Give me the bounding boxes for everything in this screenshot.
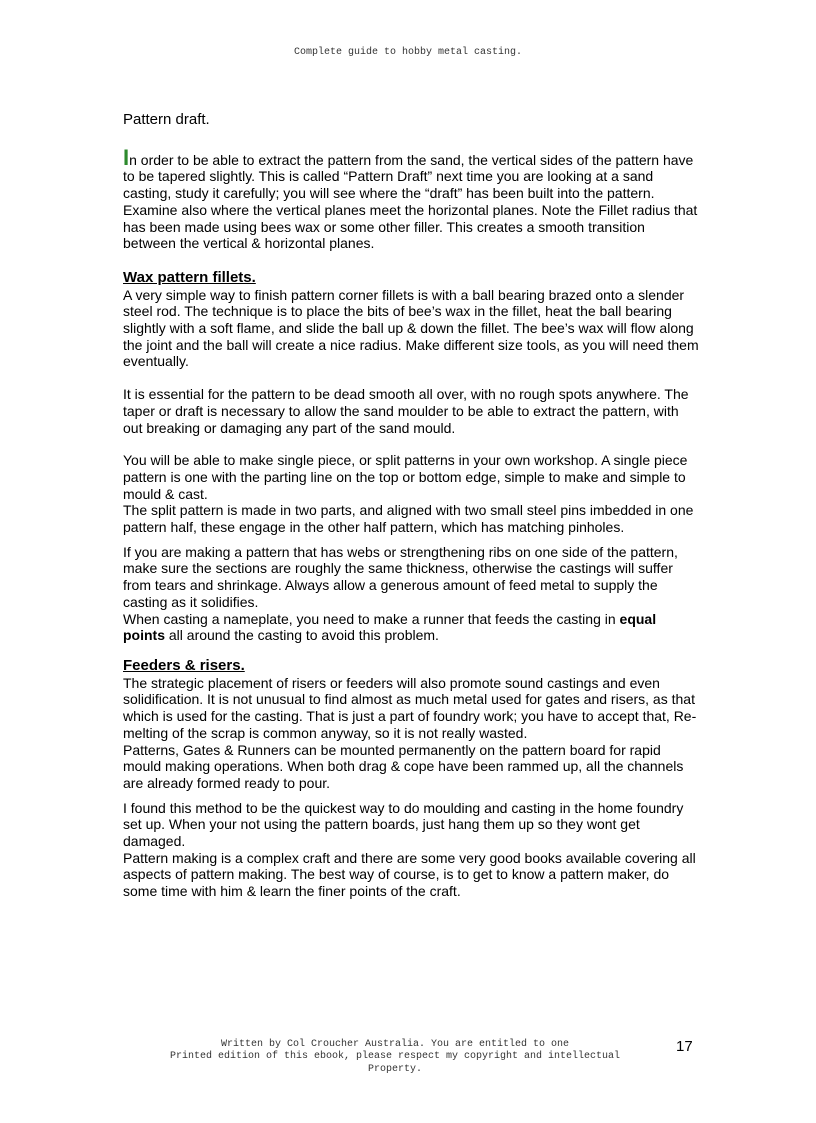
- nameplate-text-end: all around the casting to avoid this problem.: [168, 627, 439, 644]
- footer-line-3: Property.: [367, 1063, 422, 1075]
- page-number: 17: [676, 1038, 693, 1055]
- footer-line-2: Printed edition of this ebook, please respect my copyright and intellectual: [169, 1051, 621, 1063]
- intro-paragraph: [123, 144, 699, 252]
- feeders-paragraph-4: Pattern making is a complex craft and there are some very good books available covering all aspects of pattern making. The best way of course, is to get to know a pattern maker, do some time with him & learn the finer points of the craft.: [123, 849, 696, 900]
- wax-paragraph-5: If you are making a pattern that has webs or strengthening ribs on one side of the pattern, make sure the sections are roughly the same thickness, otherwise the castings will suffer from tears and shrinkage. Always allow a generous amount of feed metal to supply the casting as it solidifies.: [123, 543, 678, 610]
- feeders-paragraph-3: I found this method to be the quickest way to do moulding and casting in the home foundry set up. When your not using the pattern boards, just hang them up so they wont get damaged.: [123, 799, 684, 850]
- equal-points-bold: equal points: [123, 610, 657, 644]
- wax-fillets-heading: Wax pattern fillets.: [123, 268, 256, 286]
- page-title: Pattern draft.: [123, 111, 210, 128]
- footer-line-1: Written by Col Croucher Australia. You are entitled to one: [220, 1039, 570, 1050]
- nameplate-text-start: When casting a nameplate, you need to make a runner that feeds the casting in: [123, 610, 616, 627]
- wax-paragraph-1: A very simple way to finish pattern corner fillets is with a ball bearing brazed onto a slender steel rod. The technique is to place the bits of bee’s wax in the fillet, heat the ball bearing slightly with a soft flame, and slide the ball up & down the fillet. The bee’s wax will flow along the joint and the ball will create a nice radius. Make different size tools, as you will need them eventually.: [123, 286, 699, 370]
- feeders-paragraph-2: Patterns, Gates & Runners can be mounted permanently on the pattern board for rapid mould making operations. When both drag & cope have been rammed up, all the channels are already formed ready to pour.: [123, 741, 684, 791]
- feeders-risers-heading: Feeders & risers.: [123, 656, 245, 674]
- running-header: Complete guide to hobby metal casting.: [293, 47, 523, 58]
- intro-text: n order to be able to extract the pattern from the sand, the vertical sides of the pattern have to be tapered slightly. This is called “Pattern Draft” next time you are looking at a sand casting, study it carefully; you will see where the “draft” has been built into the pattern. Examine also where the vertical planes meet the horizontal planes. Note the Fillet radius that has been made using bees wax or some other filler. This creates a smooth transition between the vertical & horizontal planes.: [123, 151, 698, 252]
- feeders-paragraph-1: The strategic placement of risers or feeders will also promote sound castings and even solidification. It is not unusual to find almost as much metal used for gates and risers, as that which is used for the casting. That is just a part of foundry work; you have to accept that, Re-melting of the scrap is common anyway, so it is not really wasted.: [123, 674, 697, 741]
- drop-cap: I: [123, 144, 130, 170]
- wax-paragraph-3: You will be able to make single piece, or split patterns in your own workshop. A single piece pattern is one with the parting line on the top or bottom edge, simple to make and simple to mould & cast.: [123, 452, 688, 502]
- page-body: [123, 112, 699, 900]
- wax-paragraph-2: It is essential for the pattern to be dead smooth all over, with no rough spots anywhere. The taper or draft is necessary to allow the sand moulder to be able to extract the pattern, with out breaking or damaging any part of the sand mould.: [123, 386, 689, 436]
- copyright-footer: [140, 1039, 650, 1076]
- wax-paragraph-4: The split pattern is made in two parts, and aligned with two small steel pins imbedded in one pattern half, these engage in the other half pattern, which has matching pinholes.: [123, 502, 694, 536]
- wax-paragraph-6: [123, 611, 699, 644]
